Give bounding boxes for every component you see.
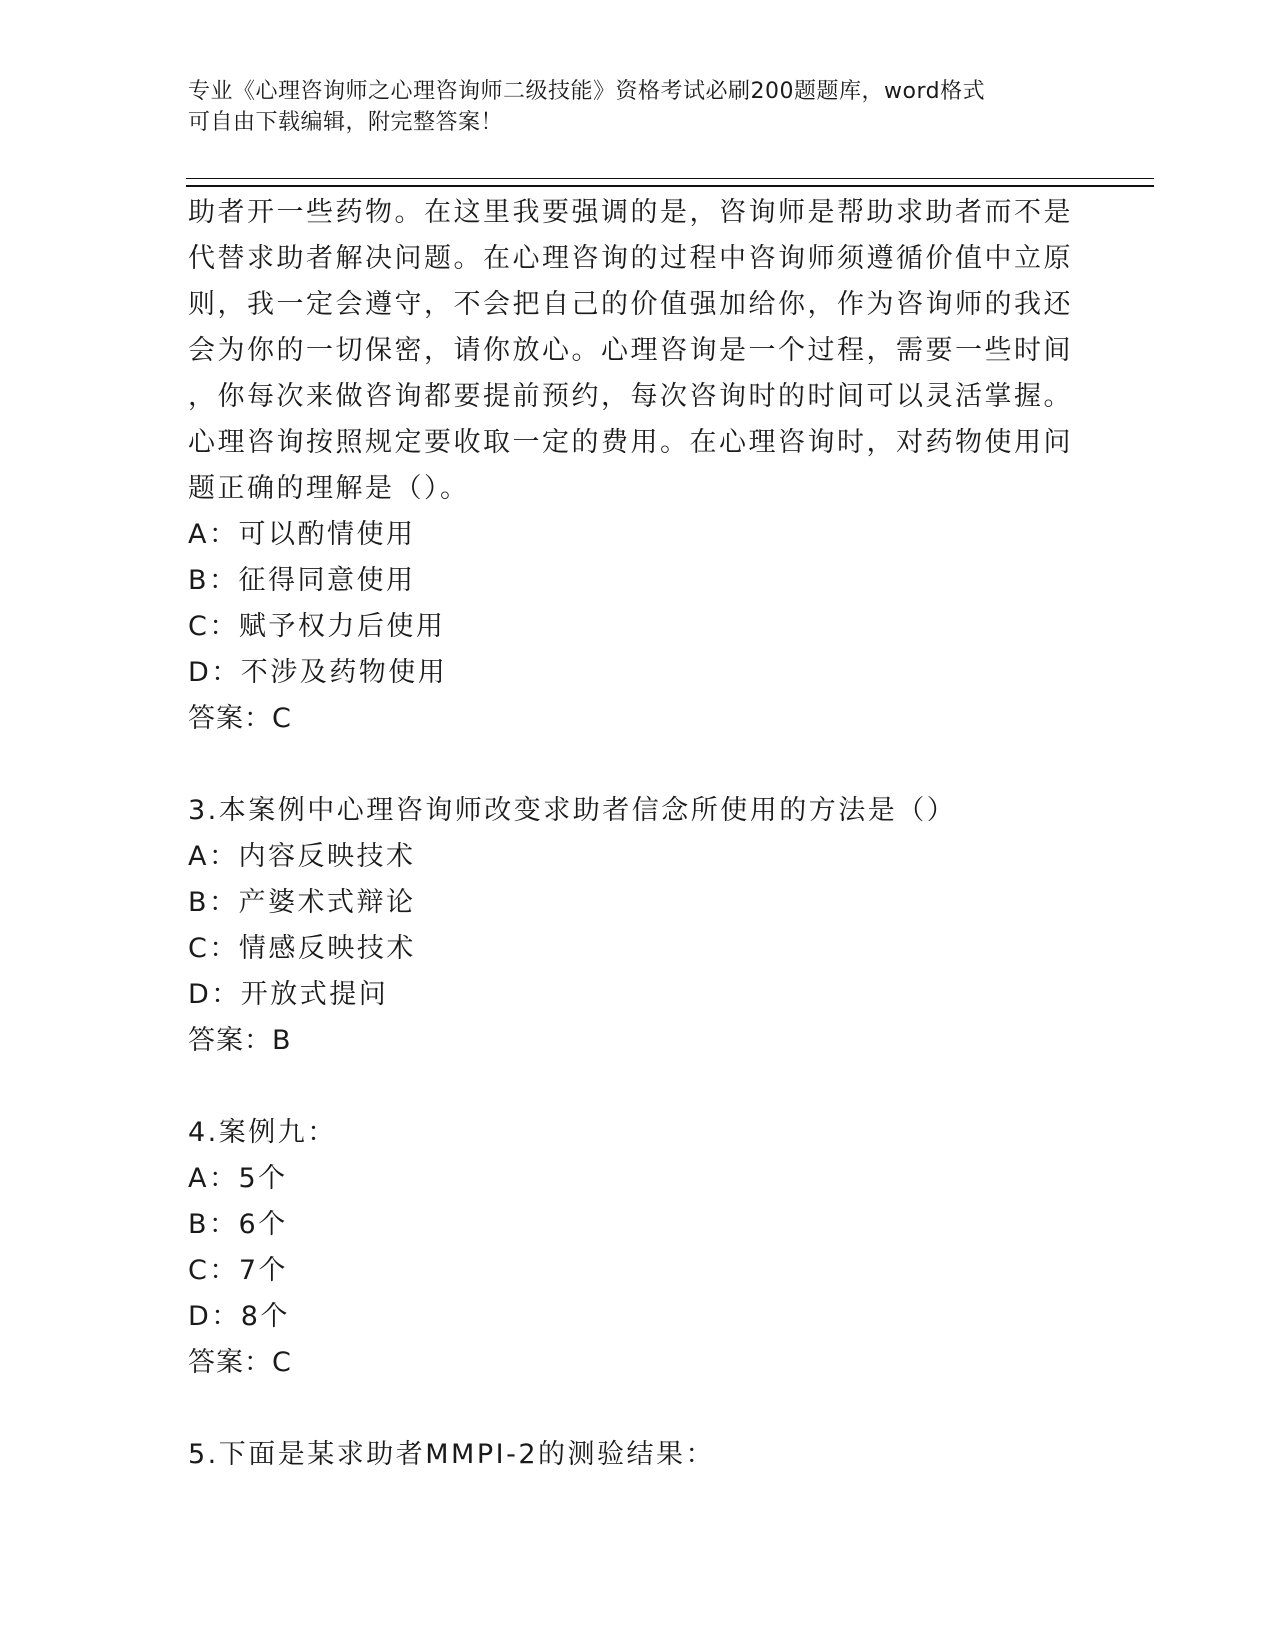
option-d: D：不涉及药物使用 [188,657,448,688]
spacer [188,1386,1088,1432]
option-a: A：5个 [188,1163,288,1194]
header-divider [186,178,1154,187]
document-body [188,190,1088,1478]
question-4 [188,1110,1088,1386]
question-2-options [188,512,1088,742]
option-d: D：8个 [188,1301,290,1332]
passage-line: 代替求助者解决问题。在心理咨询的过程中咨询师须遵循价值中立原 [188,243,1073,274]
passage-line: ，你每次来做咨询都要提前预约，每次咨询时的时间可以灵活掌握。 [188,381,1073,412]
option-b: B：产婆术式辩论 [188,887,416,918]
option-c: C：7个 [188,1255,289,1286]
header-line-2: 可自由下载编辑，附完整答案！ [188,110,504,135]
option-b: B：6个 [188,1209,288,1240]
question-stem: 4.案例九： [188,1117,337,1148]
option-a: A：内容反映技术 [188,841,416,872]
option-a: A：可以酌情使用 [188,519,416,550]
question-3 [188,788,1088,1064]
passage-line: 则，我一定会遵守，不会把自己的价值强加给你，作为咨询师的我还 [188,289,1073,320]
passage-line: 题正确的理解是（）。 [188,473,470,504]
question-stem: 3.本案例中心理咨询师改变求助者信念所使用的方法是（） [188,795,957,826]
spacer [188,742,1088,788]
spacer [188,1064,1088,1110]
header-line-1: 专业《心理咨询师之心理咨询师二级技能》资格考试必刷200题题库，word格式 [188,79,986,104]
question-5 [188,1432,1088,1478]
question-stem: 5.下面是某求助者MMPI-2的测验结果： [188,1439,716,1470]
answer-line: 答案：C [188,1347,292,1378]
question-2-passage [188,190,1088,512]
answer-line: 答案：C [188,703,292,734]
passage-line: 助者开一些药物。在这里我要强调的是，咨询师是帮助求助者而不是 [188,197,1073,228]
option-b: B：征得同意使用 [188,565,416,596]
passage-line: 心理咨询按照规定要收取一定的费用。在心理咨询时，对药物使用问 [188,427,1073,458]
passage-line: 会为你的一切保密，请你放心。心理咨询是一个过程，需要一些时间 [188,335,1073,366]
answer-line: 答案：B [188,1025,292,1056]
page-header [188,76,1068,138]
option-d: D：开放式提问 [188,979,389,1010]
option-c: C：赋予权力后使用 [188,611,446,642]
option-c: C：情感反映技术 [188,933,416,964]
